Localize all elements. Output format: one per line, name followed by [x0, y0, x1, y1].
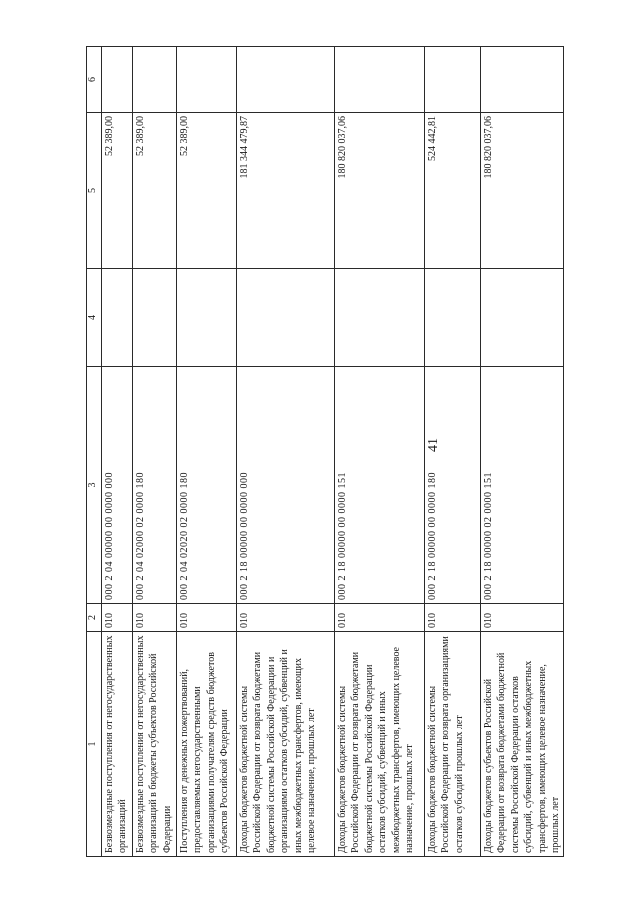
row-amount: 180 820 037,06	[481, 113, 564, 269]
row-col6	[425, 47, 481, 113]
row-admin-code: 010	[481, 604, 564, 632]
row-amount: 52 389,00	[177, 113, 237, 269]
row-admin-code: 010	[335, 604, 425, 632]
row-admin-code: 010	[237, 604, 335, 632]
row-col6	[102, 47, 133, 113]
row-col6	[237, 47, 335, 113]
table-row	[481, 47, 564, 857]
col-header-3: 3	[87, 367, 102, 604]
row-name: Безвозмездные поступления от негосударственных организаций	[102, 632, 133, 857]
row-name: Безвозмездные поступления от негосударственных организаций в бюджеты субъектов Российской Федерации	[133, 632, 177, 857]
row-budget-code: 000 2 04 02000 02 0000 180	[133, 367, 177, 604]
row-admin-code: 010	[133, 604, 177, 632]
row-budget-code: 000 2 18 00000 00 0000 151	[335, 367, 425, 604]
col-header-4: 4	[87, 269, 102, 367]
col-header-5: 5	[87, 113, 102, 269]
row-budget-code: 000 2 18 00000 00 0000 000	[237, 367, 335, 604]
row-col4	[481, 269, 564, 367]
table-row	[102, 47, 133, 857]
row-col4	[133, 269, 177, 367]
row-col6	[481, 47, 564, 113]
col-header-6: 6	[87, 47, 102, 113]
row-name: Поступления от денежных пожертвований, предоставляемых негосударственными организациями получателям средств бюджетов субъектов Российской Федерации	[177, 632, 237, 857]
row-admin-code: 010	[177, 604, 237, 632]
table-row	[177, 47, 237, 857]
row-col4	[102, 269, 133, 367]
row-name: Доходы бюджетов субъектов Российской Федерации от возврата бюджетами бюджетной системы Российской Федерации остатков субсидий, субвенций и иных межбюджетных трансфертов, имеющих целевое назначение, прошлых лет	[481, 632, 564, 857]
row-name: Доходы бюджетов бюджетной системы Российской Федерации от возврата организациями остатков субсидий прошлых лет	[425, 632, 481, 857]
row-budget-code: 000 2 04 02020 02 0000 180	[177, 367, 237, 604]
row-admin-code: 010	[425, 604, 481, 632]
page-number: 41	[426, 438, 441, 452]
row-budget-code: 000 2 18 00000 00 0000 180	[425, 367, 481, 604]
row-amount: 180 820 037,06	[335, 113, 425, 269]
row-amount: 52 389,00	[102, 113, 133, 269]
row-amount: 524 442,81	[425, 113, 481, 269]
row-budget-code: 000 2 18 00000 02 0000 151	[481, 367, 564, 604]
table-row	[237, 47, 335, 857]
row-col4	[177, 269, 237, 367]
revenue-table	[86, 46, 564, 857]
row-budget-code: 000 2 04 00000 00 0000 000	[102, 367, 133, 604]
rotated-table	[86, 47, 561, 857]
row-col6	[177, 47, 237, 113]
row-col6	[335, 47, 425, 113]
col-header-2: 2	[87, 604, 102, 632]
table-row	[425, 47, 481, 857]
row-admin-code: 010	[102, 604, 133, 632]
row-col4	[237, 269, 335, 367]
row-amount: 181 344 479,87	[237, 113, 335, 269]
row-col4	[425, 269, 481, 367]
row-col4	[335, 269, 425, 367]
row-col6	[133, 47, 177, 113]
header-row	[87, 47, 102, 857]
table-container	[86, 47, 561, 857]
table-row	[133, 47, 177, 857]
row-amount: 52 389,00	[133, 113, 177, 269]
row-name: Доходы бюджетов бюджетной системы Российской Федерации от возврата бюджетами бюджетной системы Российской Федерации остатков субсидий, субвенций и иных межбюджетных трансфертов, имеющих целевое назначение, прошлых лет	[335, 632, 425, 857]
table-row	[335, 47, 425, 857]
row-name: Доходы бюджетов бюджетной системы Российской Федерации от возврата бюджетами бюджетной системы Российской Федерации и организациями остатков субсидий, субвенций и иных межбюджетных трансфертов, имеющих целевое назначение, прошлых лет	[237, 632, 335, 857]
col-header-1: 1	[87, 632, 102, 857]
